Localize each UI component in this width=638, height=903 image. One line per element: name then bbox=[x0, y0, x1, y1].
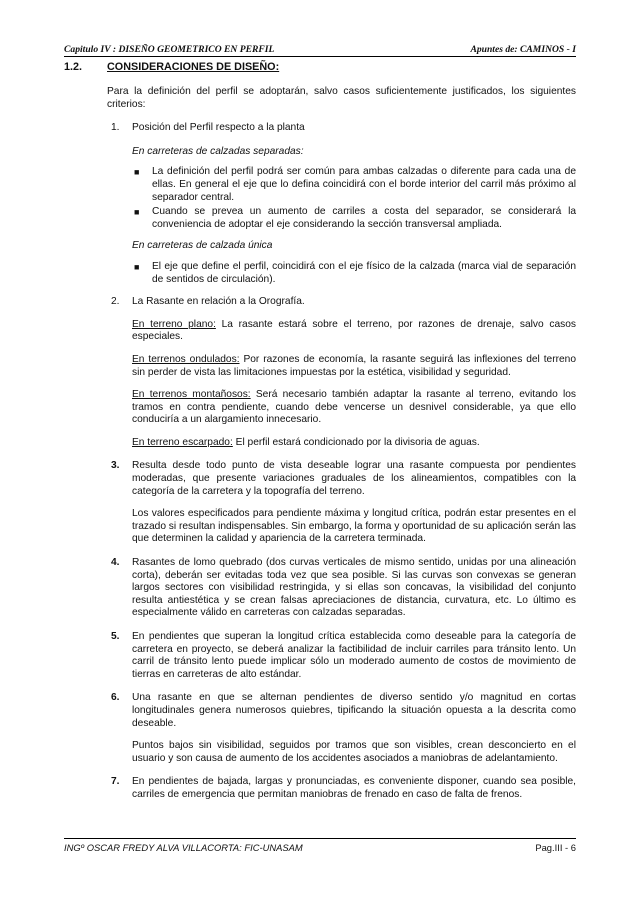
criterion-number: 5. bbox=[111, 631, 120, 642]
criterion-3-paragraph: Los valores especificados para pendiente máxima y longitud crítica, podrán estar presentes en el trazado si resultan indispensables. Sin embargo, la forma y oportunidad de su aplicación serán las que determinen la calidad y apariencia de la carretera terminada. bbox=[132, 508, 576, 545]
section-intro: Para la definición del perfil se adoptarán, salvo casos suficientemente justificados, los siguientes criterios: bbox=[107, 86, 576, 110]
list-item: ■ Cuando se prevea un aumento de carriles a costa del separador, se considerará la conveniencia de adoptar el eje considerando la sección transversal ampliada. bbox=[134, 206, 576, 230]
page-footer bbox=[64, 838, 576, 853]
criterion-text: La Rasante en relación a la Orografía. bbox=[132, 296, 305, 308]
criterion-4 bbox=[64, 557, 576, 620]
criterion-number: 2. bbox=[111, 296, 120, 308]
subheading-single-roadway: En carreteras de calzada única bbox=[132, 240, 273, 252]
page-content bbox=[64, 61, 576, 802]
square-bullet-icon: ■ bbox=[134, 167, 140, 178]
criterion-1 bbox=[64, 122, 576, 135]
criterion-number: 6. bbox=[111, 692, 120, 704]
list-item: ■ La definición del perfil podrá ser común para ambas calzadas o diferente para cada una de ellas. En general el eje que lo defina coincidirá con el borde interior del carril más próximo al separador central. bbox=[134, 166, 576, 203]
criterion-number: 1. bbox=[111, 122, 120, 134]
criterion-6-paragraph: Puntos bajos sin visibilidad, seguidos por tramos que son visibles, crean desconcierto en el usuario y son causa de aumento de los accidentes asociados a maniobras de adelantamiento. bbox=[132, 740, 576, 764]
terrain-steep: En terreno escarpado: El perfil estará condicionado por la divisoria de aguas. bbox=[132, 436, 480, 448]
criterion-3 bbox=[64, 460, 576, 498]
criterion-number: 3. bbox=[111, 460, 120, 472]
header-course: Apuntes de: CAMINOS - I bbox=[470, 44, 576, 55]
page-header bbox=[64, 42, 576, 57]
criterion-text: Resulta desde todo punto de vista deseable lograr una rasante compuesta por pendientes moderadas, que presente variaciones graduales de los alineamientos, compatibles con la categoría de la carretera y la topografía del terreno. bbox=[132, 460, 576, 497]
criterion-text: Posición del Perfil respecto a la planta bbox=[132, 122, 305, 134]
criterion-text: Una rasante en que se alternan pendientes de diverso sentido y/o magnitud en cortas longitudinales genera numerosos quiebres, tipificando la situación opuesta a la descrita como deseable. bbox=[132, 692, 576, 729]
page-number: Pag.III - 6 bbox=[535, 842, 576, 853]
bullet-list-separate bbox=[64, 166, 576, 231]
terrain-flat: En terreno plano: La rasante estará sobre el terreno, por razones de drenaje, salvo casos especiales. bbox=[132, 318, 576, 343]
section-title: CONSIDERACIONES DE DISEÑO: bbox=[107, 61, 280, 73]
criterion-5 bbox=[64, 631, 576, 681]
square-bullet-icon: ■ bbox=[134, 207, 140, 218]
criterion-6 bbox=[64, 692, 576, 730]
section-number: 1.2. bbox=[64, 61, 83, 73]
square-bullet-icon: ■ bbox=[134, 261, 140, 272]
criterion-text: En pendientes de bajada, largas y pronunciadas, es conveniente disponer, cuando sea posible, carriles de emergencia que permitan maniobras de frenado en caso de falta de frenos. bbox=[132, 776, 576, 800]
criterion-number: 7. bbox=[111, 776, 120, 788]
criterion-text: En pendientes que superan la longitud crítica establecida como deseable para la categoría de carretera en proyecto, se deberá analizar la factibilidad de incluir carriles para tránsito lento. Un carril de tránsito lento puede implicar sólo un moderado aumento de costos de movimiento de tierras en carreteras de alto estándar. bbox=[132, 631, 576, 680]
criterion-number: 4. bbox=[111, 557, 120, 569]
footer-author: INGº OSCAR FREDY ALVA VILLACORTA: FIC-UNASAM bbox=[64, 842, 303, 853]
criterion-text: Rasantes de lomo quebrado (dos curvas verticales de mismo sentido, unidas por una alineación corta), deberán ser evitadas toda vez que sea posible. Si las curvas son convexas se generan largos sectores con visibilidad restringida, y si ellas son concavas, la visibilidad del conjunto resulta antiestética y se crean falsas apreciaciones de distancia, curvatura, etc. Lo último es especialmente válido en carreteras con calzadas separadas. bbox=[132, 557, 576, 619]
bullet-list-single bbox=[64, 261, 576, 286]
terrain-mountainous: En terrenos montañosos: Será necesario también adaptar la rasante al terreno, evitando los tramos en contra pendiente, cuando debe vencerse un desnivel considerable, ya que ello conduciría a un alargamiento innecesario. bbox=[132, 389, 576, 426]
subheading-separate-roadways: En carreteras de calzadas separadas: bbox=[132, 145, 304, 157]
header-chapter: Capitulo IV : DISEÑO GEOMETRICO EN PERFIL bbox=[64, 44, 275, 55]
section-heading bbox=[64, 61, 576, 75]
criterion-7 bbox=[64, 776, 576, 801]
list-item: ■ El eje que define el perfil, coincidirá con el eje físico de la calzada (marca vial de separación de sentidos de circulación). bbox=[134, 260, 576, 285]
terrain-undulating: En terrenos ondulados: Por razones de economía, la rasante seguirá las inflexiones del terreno sin perder de vista las limitaciones impuestas por la estética, visibilidad y seguridad. bbox=[132, 353, 576, 378]
criterion-2 bbox=[64, 296, 576, 309]
